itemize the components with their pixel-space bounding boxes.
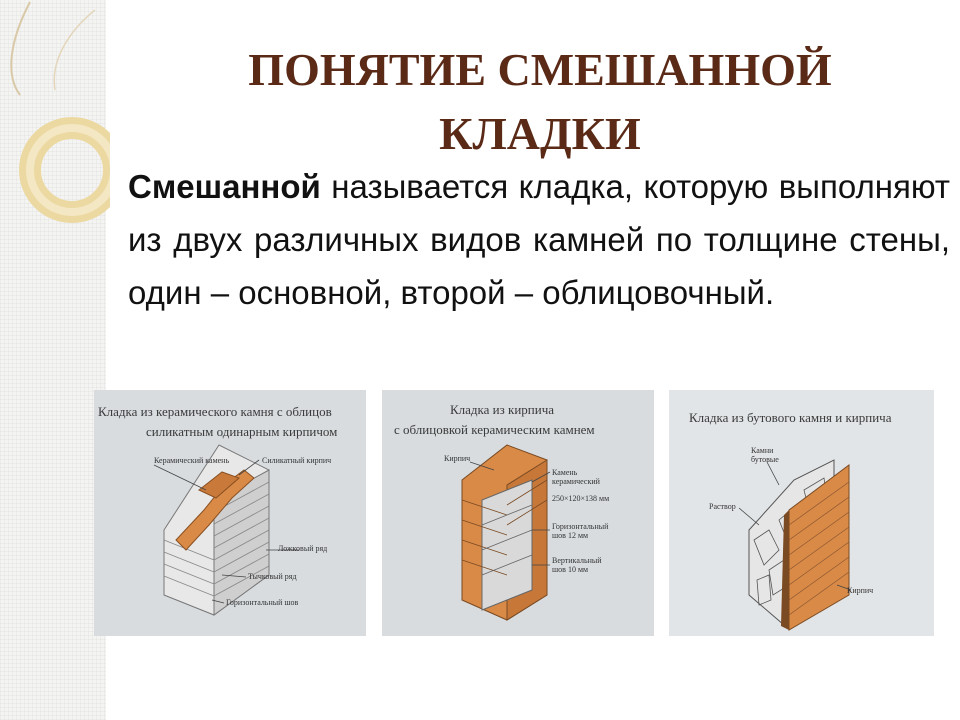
- figure-brick-with-ceramic: [382, 390, 654, 636]
- figure-caption-line2: с облицовкой керамическим камнем: [394, 422, 595, 437]
- label-mortar: Раствор: [709, 502, 736, 511]
- label-horizontal-joint: Горизонтальный шов: [226, 598, 299, 607]
- label-ceramic-stone: Керамический камень: [154, 456, 230, 465]
- definition-term: Смешанной: [128, 168, 321, 205]
- label-silicate-brick: Силикатный кирпич: [262, 456, 332, 465]
- label-stretcher-course: Ложковый ряд: [278, 544, 328, 553]
- label-brick: Кирпич: [444, 454, 471, 463]
- slide-title-line2: КЛАДКИ: [439, 108, 641, 159]
- label-rubble-stone: Камни бутовые: [751, 446, 779, 464]
- label-header-course: Тычковый ряд: [248, 572, 297, 581]
- definition-rest: называется кладка, которую выполняют из двух различных видов камней по толщине стены, один – основной, второй – облицовочный.: [128, 168, 950, 311]
- label-ceramic-stone-size: 250×120×138 мм: [552, 494, 610, 503]
- masonry-illustration: [669, 390, 934, 636]
- figure-caption-line1: Кладка из бутового камня и кирпича: [689, 410, 892, 425]
- figure-caption-line2: силикатным одинарным кирпичом: [146, 424, 338, 439]
- label-horizontal-joint: Горизонтальный шов 12 мм: [552, 522, 609, 540]
- label-vertical-joint: Вертикальный шов 10 мм: [552, 556, 602, 574]
- slide-title-line1: ПОНЯТИЕ СМЕШАННОЙ: [248, 44, 832, 95]
- figure-caption-line1: Кладка из керамического камня с облицов: [98, 404, 332, 419]
- slide-title: [140, 38, 940, 166]
- label-ceramic-stone: Камень керамический: [552, 468, 600, 486]
- definition-text: [128, 160, 950, 319]
- masonry-illustration: [382, 390, 654, 636]
- figure-caption-line1: Кладка из кирпича: [450, 402, 555, 417]
- figure-rubble-with-brick: [669, 390, 934, 636]
- decorative-swirl: [0, 0, 110, 230]
- label-brick: Кирпич: [847, 586, 874, 595]
- figure-ceramic-with-silicate: [94, 390, 366, 636]
